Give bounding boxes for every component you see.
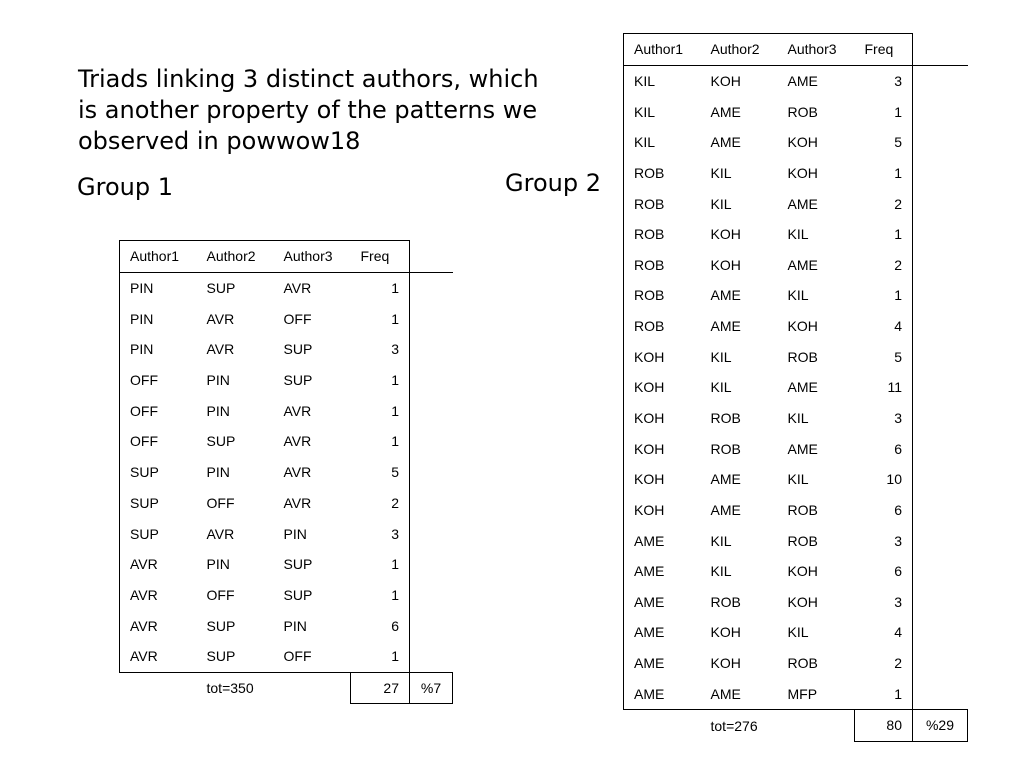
cell-author2: ROB bbox=[710, 593, 741, 610]
table-row bbox=[624, 311, 968, 342]
cell-freq: 1 bbox=[855, 280, 913, 311]
cell-author2: KOH bbox=[710, 226, 741, 243]
cell-freq: 1 bbox=[351, 272, 410, 303]
table-row bbox=[624, 372, 968, 403]
cell-freq: 5 bbox=[855, 341, 913, 372]
column-header-author2: Author2 bbox=[197, 241, 274, 273]
cell-author3: KOH bbox=[787, 593, 818, 610]
table-row bbox=[120, 303, 453, 334]
table-row bbox=[624, 678, 968, 709]
cell-author2: SUP bbox=[197, 641, 274, 672]
table-row bbox=[624, 433, 968, 464]
cell-freq: 3 bbox=[855, 525, 913, 556]
total-label: tot=276 bbox=[710, 717, 758, 734]
cell-author1: SUP bbox=[120, 518, 197, 549]
cell-freq: 1 bbox=[351, 395, 410, 426]
cell-freq: 1 bbox=[855, 219, 913, 250]
cell-author1: AME bbox=[624, 587, 701, 618]
cell-author3: KOH bbox=[787, 563, 818, 580]
cell-author3: AVR bbox=[283, 433, 312, 450]
cell-author1: ROB bbox=[624, 158, 701, 189]
cell-author3: KIL bbox=[787, 471, 809, 488]
cell-freq: 6 bbox=[855, 433, 913, 464]
cell-author3: MFP bbox=[778, 678, 855, 709]
cell-freq: 1 bbox=[351, 580, 410, 611]
column-header-author2: Author2 bbox=[701, 34, 778, 66]
cell-author1: SUP bbox=[120, 488, 197, 519]
cell-freq: 4 bbox=[855, 311, 913, 342]
cell-freq: 3 bbox=[351, 518, 410, 549]
cell-author2: AME bbox=[701, 678, 778, 709]
table-row bbox=[120, 610, 453, 641]
cell-freq: 6 bbox=[855, 495, 913, 526]
cell-author1: KOH bbox=[624, 341, 701, 372]
cell-freq: 2 bbox=[855, 648, 913, 679]
cell-author2: PIN bbox=[206, 464, 230, 481]
cell-author1: PIN bbox=[120, 303, 197, 334]
cell-author1: PIN bbox=[120, 334, 197, 365]
cell-author2: AVR bbox=[206, 525, 235, 542]
cell-author2: KIL bbox=[710, 563, 732, 580]
cell-author1: ROB bbox=[624, 280, 701, 311]
cell-author2: KIL bbox=[710, 348, 732, 365]
cell-author3: ROB bbox=[787, 532, 818, 549]
cell-freq: 1 bbox=[855, 158, 913, 189]
cell-author2: ROB bbox=[710, 410, 741, 426]
cell-freq: 1 bbox=[855, 678, 913, 709]
table-row bbox=[120, 488, 453, 519]
cell-freq: 1 bbox=[855, 96, 913, 127]
column-header-freq: Freq bbox=[351, 241, 410, 273]
cell-author1: AME bbox=[624, 648, 701, 679]
cell-author3: AVR bbox=[283, 280, 312, 297]
cell-author2: OFF bbox=[206, 494, 235, 511]
cell-author1: AVR bbox=[120, 641, 197, 672]
cell-author2: AME bbox=[710, 134, 741, 151]
table-row bbox=[624, 158, 968, 189]
cell-author1: AME bbox=[624, 678, 701, 709]
cell-author1: KOH bbox=[624, 372, 701, 403]
cell-author2: AVR bbox=[206, 341, 235, 358]
cell-author3: SUP bbox=[283, 586, 313, 603]
cell-freq: 10 bbox=[855, 464, 913, 495]
cell-author2: OFF bbox=[206, 586, 235, 603]
cell-freq: 6 bbox=[855, 556, 913, 587]
cell-author3: ROB bbox=[787, 501, 818, 518]
cell-author3: PIN bbox=[283, 525, 307, 542]
table-row bbox=[120, 641, 453, 672]
cell-author3: KIL bbox=[787, 287, 809, 304]
cell-author1: SUP bbox=[120, 457, 197, 488]
cell-freq: 1 bbox=[351, 641, 410, 672]
cell-author3: AME bbox=[787, 379, 818, 396]
cell-author1: AVR bbox=[120, 610, 197, 641]
table-row bbox=[120, 518, 453, 549]
cell-author2: AME bbox=[710, 287, 741, 304]
cell-author2: AME bbox=[710, 103, 741, 120]
table-row bbox=[624, 403, 968, 434]
cell-author2: AVR bbox=[206, 310, 235, 327]
freq-sum: 27 bbox=[351, 672, 410, 704]
cell-author3: KOH bbox=[787, 134, 818, 151]
table-row bbox=[624, 280, 968, 311]
cell-freq: 11 bbox=[855, 372, 913, 403]
cell-author2: KIL bbox=[710, 164, 732, 181]
cell-author3: OFF bbox=[283, 310, 312, 327]
freq-sum: 80 bbox=[855, 710, 913, 742]
cell-author2: KOH bbox=[710, 256, 741, 273]
cell-author1: OFF bbox=[120, 395, 197, 426]
cell-author1: AME bbox=[624, 525, 701, 556]
cell-freq: 6 bbox=[351, 610, 410, 641]
table-row bbox=[120, 334, 453, 365]
cell-freq: 3 bbox=[855, 403, 913, 434]
cell-author1: AVR bbox=[120, 580, 197, 611]
cell-freq: 1 bbox=[351, 365, 410, 396]
cell-freq: 5 bbox=[855, 127, 913, 158]
table-row bbox=[624, 219, 968, 250]
cell-freq: 3 bbox=[855, 587, 913, 618]
cell-freq: 3 bbox=[855, 65, 913, 96]
cell-author1: KIL bbox=[624, 127, 701, 158]
column-header-author1: Author1 bbox=[120, 241, 197, 273]
cell-author3: AME bbox=[787, 72, 818, 89]
cell-freq: 4 bbox=[855, 617, 913, 648]
cell-freq: 1 bbox=[351, 426, 410, 457]
total-label: tot=350 bbox=[206, 680, 254, 697]
cell-author2: AME bbox=[710, 501, 741, 518]
table-row bbox=[120, 549, 453, 580]
table-row bbox=[624, 341, 968, 372]
cell-author3: PIN bbox=[283, 617, 307, 634]
cell-freq: 2 bbox=[855, 249, 913, 280]
cell-author3: AVR bbox=[283, 494, 312, 511]
percent-value: %29 bbox=[913, 710, 968, 742]
cell-author2: PIN bbox=[206, 372, 230, 389]
group1-table bbox=[119, 240, 453, 704]
cell-author3: ROB bbox=[787, 655, 818, 672]
table-row bbox=[624, 464, 968, 495]
table-row bbox=[624, 617, 968, 648]
cell-author3: KIL bbox=[787, 410, 809, 426]
cell-author3: ROB bbox=[787, 103, 818, 120]
table-total-row bbox=[624, 710, 968, 742]
table-row bbox=[624, 188, 968, 219]
table-header-row bbox=[624, 34, 968, 66]
table-row bbox=[120, 457, 453, 488]
table-row bbox=[624, 525, 968, 556]
column-header-author3: Author3 bbox=[778, 34, 855, 66]
table-row bbox=[120, 580, 453, 611]
table-row bbox=[624, 495, 968, 526]
group1-label: Group 1 bbox=[77, 173, 173, 201]
cell-author3: SUP bbox=[283, 372, 313, 389]
column-header-author3: Author3 bbox=[274, 241, 351, 273]
table-row bbox=[624, 127, 968, 158]
cell-author3: AVR bbox=[283, 464, 312, 481]
cell-author2: KOH bbox=[710, 624, 741, 641]
cell-author2: AME bbox=[710, 318, 741, 335]
cell-author2: ROB bbox=[710, 440, 741, 457]
table-row bbox=[120, 365, 453, 396]
table-row bbox=[624, 96, 968, 127]
cell-author1: ROB bbox=[624, 219, 701, 250]
table-row bbox=[624, 249, 968, 280]
cell-author2: PIN bbox=[206, 402, 230, 419]
table-total-row bbox=[120, 672, 453, 704]
cell-author1: KOH bbox=[624, 495, 701, 526]
group2-label: Group 2 bbox=[505, 169, 601, 197]
table-header-row bbox=[120, 241, 453, 273]
cell-author3: ROB bbox=[787, 348, 818, 365]
cell-freq: 5 bbox=[351, 457, 410, 488]
cell-author3: AME bbox=[787, 440, 818, 457]
cell-author3: KOH bbox=[787, 164, 818, 181]
table-row bbox=[624, 556, 968, 587]
cell-author1: ROB bbox=[624, 311, 701, 342]
table-row bbox=[120, 426, 453, 457]
cell-author1: AME bbox=[624, 556, 701, 587]
cell-author3: SUP bbox=[283, 341, 313, 358]
cell-author2: SUP bbox=[206, 433, 236, 450]
cell-author2: KOH bbox=[710, 655, 741, 672]
cell-author2: KIL bbox=[710, 532, 732, 549]
cell-author2: KOH bbox=[710, 72, 741, 89]
cell-author2: KIL bbox=[710, 379, 732, 396]
cell-author2: SUP bbox=[206, 617, 236, 634]
cell-author3: SUP bbox=[283, 556, 313, 573]
slide-title: Triads linking 3 distinct authors, which is another property of the patterns we observed in powwow18 bbox=[78, 65, 539, 155]
cell-freq: 3 bbox=[351, 334, 410, 365]
column-header-freq: Freq bbox=[855, 34, 913, 66]
cell-author2: AME bbox=[710, 471, 741, 488]
table-row bbox=[624, 587, 968, 618]
column-header-author1: Author1 bbox=[624, 34, 701, 66]
cell-author1: KOH bbox=[624, 403, 701, 434]
cell-author3: KIL bbox=[787, 226, 809, 243]
cell-author1: KIL bbox=[624, 65, 701, 96]
cell-freq: 1 bbox=[351, 303, 410, 334]
cell-author3: OFF bbox=[274, 641, 351, 672]
cell-freq: 2 bbox=[351, 488, 410, 519]
cell-author3: AME bbox=[787, 195, 818, 212]
cell-author3: AVR bbox=[283, 402, 312, 419]
cell-author2: KIL bbox=[710, 195, 732, 212]
percent-value: %7 bbox=[410, 672, 453, 704]
table-row bbox=[120, 272, 453, 303]
group2-table bbox=[623, 33, 968, 742]
cell-freq: 1 bbox=[351, 549, 410, 580]
cell-author1: AVR bbox=[120, 549, 197, 580]
cell-author2: PIN bbox=[206, 556, 230, 573]
cell-author1: KOH bbox=[624, 464, 701, 495]
cell-author1: AME bbox=[624, 617, 701, 648]
cell-author3: KOH bbox=[787, 318, 818, 335]
cell-author1: ROB bbox=[624, 188, 701, 219]
table-row bbox=[624, 65, 968, 96]
cell-author1: KOH bbox=[624, 433, 701, 464]
cell-author1: OFF bbox=[120, 365, 197, 396]
cell-freq: 2 bbox=[855, 188, 913, 219]
table-row bbox=[120, 395, 453, 426]
cell-author1: PIN bbox=[120, 272, 197, 303]
cell-author3: AME bbox=[787, 256, 818, 273]
cell-author3: KIL bbox=[787, 624, 809, 641]
table-row bbox=[624, 648, 968, 679]
cell-author1: ROB bbox=[624, 249, 701, 280]
cell-author2: SUP bbox=[206, 280, 236, 297]
cell-author1: OFF bbox=[120, 426, 197, 457]
cell-author1: KIL bbox=[624, 96, 701, 127]
